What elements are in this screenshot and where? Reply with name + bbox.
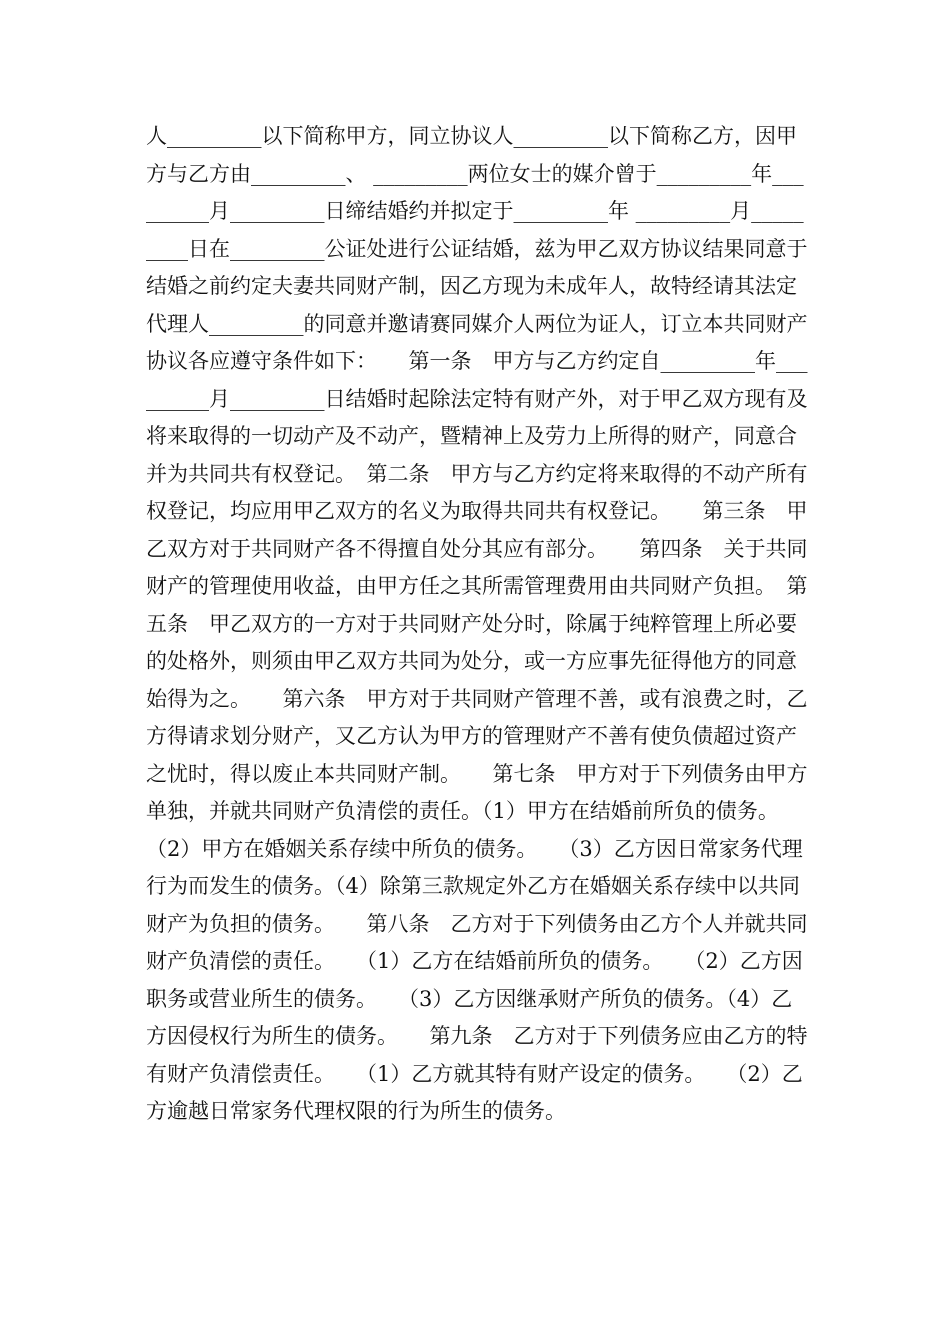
agreement-body-text: 人_________以下简称甲方，同立协议人_________以下简称乙方，因甲方与乙方由_________、 _________两位女士的媒介曾于_________年_________月_________日缔结婚约并拟定于_________年 _________月_________日在_________公证处进行公证结婚，兹为甲乙双方协议结果同意于结婚之前约定夫妻共同财产制，因乙方现为未成年人，故特经请其法定代理人_________的同意并邀请赛同媒介人两位为证人，订立本共同财产协议各应遵守条件如下： 第一条 甲方与乙方约定自_________年_________月_________日结婚时起除法定特有财产外，对于甲乙双方现有及将来取得的一切动产及不动产，暨精神上及劳力上所得的财产，同意合并为共同共有权登记。 第二条 甲方与乙方约定将来取得的不动产所有权登记，均应用甲乙双方的名义为取得共同共有权登记。 第三条 甲乙双方对于共同财产各不得擅自处分其应有部分。 第四条 关于共同财产的管理使用收益，由甲方任之其所需管理费用由共同财产负担。 第五条 甲乙双方的一方对于共同财产处分时，除属于纯粹管理上所必要的处格外，则须由甲乙双方共同为处分，或一方应事先征得他方的同意始得为之。 第六条 甲方对于共同财产管理不善，或有浪费之时，乙方得请求划分财产，又乙方认为甲方的管理财产不善有使负债超过资产之忧时，得以废止本共同财产制。 第七条 甲方对于下列债务由甲方单独，并就共同财产负清偿的责任。（1）甲方在结婚前所负的债务。 （2）甲方在婚姻关系存续中所负的债务。 （3）乙方因日常家务代理行为而发生的债务。（4）除第三款规定外乙方在婚姻关系存续中以共同财产为负担的债务。 第八条 乙方对于下列债务由乙方个人并就共同财产负清偿的责任。 （1）乙方在结婚前所负的债务。 （2）乙方因职务或营业所生的债务。 （3）乙方因继承财产所负的债务。（4）乙方因侵权行为所生的债务。 第九条 乙方对于下列债务应由乙方的特有财产负清偿责任。 （1）乙方就其特有财产设定的债务。 （2）乙方逾越日常家务代理权限的行为所生的债务。 [146,124,811,1123]
